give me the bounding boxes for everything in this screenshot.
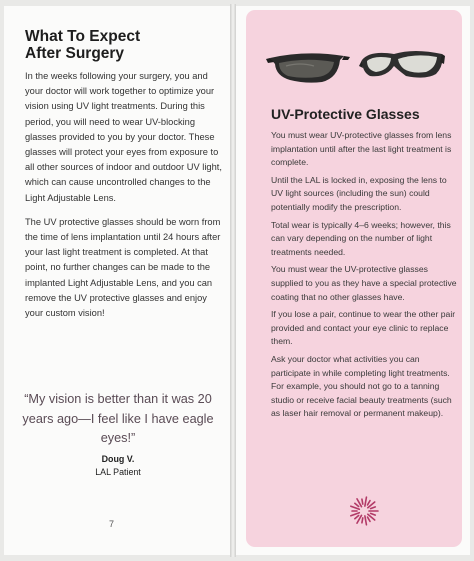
left-page xyxy=(4,6,230,555)
author-role: LAL Patient xyxy=(95,467,141,477)
sunglasses-icon xyxy=(266,53,350,82)
info-panel xyxy=(246,10,462,547)
title-line-2: After Surgery xyxy=(25,45,125,62)
guideline-paragraph: You must wear UV-protective glasses from lens implantation until after the last light treatment is complete. xyxy=(271,130,452,168)
guideline-paragraph: Ask your doctor what activities you can participate in while completing light treatments. For example, you should not go to a tanning studio or receive facial beauty treatments (such as laser hair removal or permanent makeup). xyxy=(271,353,452,419)
title-line-1: What To Expect xyxy=(25,28,141,45)
duration-paragraph: The UV protective glasses should be worn from the time of lens implantation until 24 hours after your last light treatment is completed. At that point, no further changes can be made to the implanted Light Adjustable Lens, and you can remove the UV protective glasses and enjoy your custom vision! xyxy=(25,216,221,319)
page-number: 7 xyxy=(109,519,115,529)
guideline-paragraph: If you lose a pair, continue to wear the other pair provided and contact your eye clinic to replace them. xyxy=(271,309,456,347)
guideline-paragraph: Total wear is typically 4–6 weeks; however, this can vary depending on the number of light treatments needed. xyxy=(271,219,451,257)
wraparound-glasses-icon xyxy=(359,51,445,78)
page-title xyxy=(25,28,225,62)
left-text-block xyxy=(25,28,225,330)
intro-paragraph: In the weeks following your surgery, you and your doctor will work together to optimize your vision using UV light treatments. During this period, you will need to wear UV-blocking glasses provided to you by your doctor. These glasses will protect your eyes from exposure to all other sources of indoor and outdoor UV light, which can cause uncontrolled changes to the Light Adjustable Lens. xyxy=(25,71,222,203)
author-name: Doug V. xyxy=(101,454,135,464)
section-title: UV-Protective Glasses xyxy=(271,106,420,122)
guideline-paragraph: You must wear the UV-protective glasses supplied to you as they have a special protective coating that no other glasses have. xyxy=(271,264,457,302)
glasses-illustration xyxy=(266,44,446,100)
guideline-paragraph: Until the LAL is locked in, exposing the lens to UV light sources (including the sun) could potentially modify the prescription. xyxy=(271,174,447,212)
quote-attribution xyxy=(18,453,218,479)
guidelines-list xyxy=(271,129,457,425)
patient-quote: “My vision is better than it was 20 years ago—I feel like I have eagle eyes!” xyxy=(22,392,214,445)
sunburst-logo-icon xyxy=(347,494,381,528)
right-page xyxy=(236,6,470,555)
